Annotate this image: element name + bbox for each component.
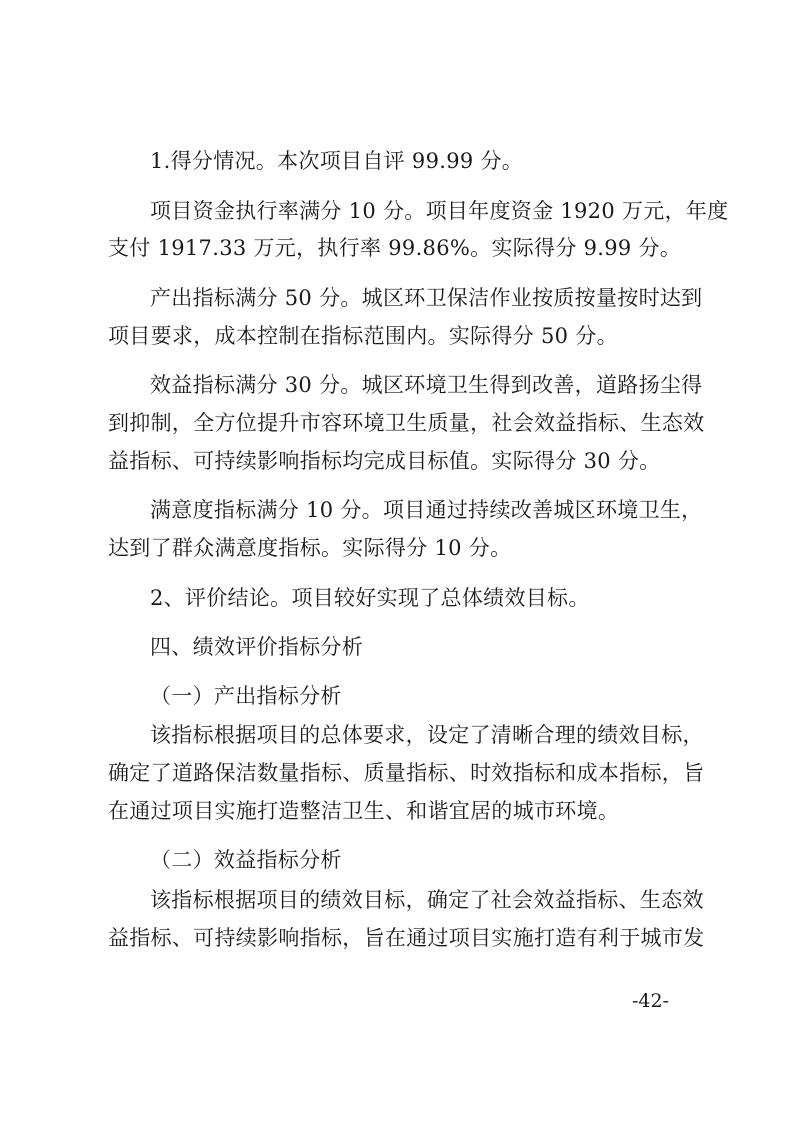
- benefit-analysis-line-1: 该指标根据项目的绩效目标，确定了社会效益指标、生态效: [150, 888, 704, 912]
- output-indicator-line-2: 项目要求，成本控制在指标范围内。实际得分 50 分。: [108, 324, 618, 348]
- satisfaction-indicator-line-1: 满意度指标满分 10 分。项目通过持续改善城区环境卫生，: [150, 498, 703, 522]
- evaluation-conclusion-line: 2、评价结论。项目较好实现了总体绩效目标。: [150, 586, 590, 610]
- output-analysis-line-3: 在通过项目实施打造整洁卫生、和谐宜居的城市环境。: [108, 799, 620, 823]
- score-summary-line: 1.得分情况。本次项目自评 99.99 分。: [150, 149, 524, 173]
- fund-execution-line-2: 支付 1917.33 万元，执行率 99.86%。实际得分 9.99 分。: [108, 236, 682, 260]
- satisfaction-indicator-line-2: 达到了群众满意度指标。实际得分 10 分。: [108, 536, 512, 560]
- benefit-analysis-line-2: 益指标、可持续影响指标，旨在通过项目实施打造有利于城市发: [108, 926, 705, 950]
- benefit-indicator-line-3: 益指标、可持续影响指标均完成目标值。实际得分 30 分。: [108, 449, 661, 473]
- benefit-indicator-line-1: 效益指标满分 30 分。城区环境卫生得到改善，道路扬尘得: [150, 373, 703, 397]
- output-analysis-line-2: 确定了道路保洁数量指标、质量指标、时效指标和成本指标，旨: [108, 761, 705, 785]
- page-number: -42-: [632, 990, 670, 1012]
- fund-execution-line-1: 项目资金执行率满分 10 分。项目年度资金 1920 万元，年度: [150, 199, 729, 223]
- subsection-heading-benefit: （二）效益指标分析: [150, 848, 342, 872]
- output-analysis-line-1: 该指标根据项目的总体要求，设定了清晰合理的绩效目标，: [150, 723, 704, 747]
- subsection-heading-output: （一）产出指标分析: [150, 684, 342, 708]
- output-indicator-line-1: 产出指标满分 50 分。城区环卫保洁作业按质按量按时达到: [150, 286, 703, 310]
- benefit-indicator-line-2: 到抑制，全方位提升市容环境卫生质量，社会效益指标、生态效: [108, 411, 705, 435]
- section-heading-analysis: 四、绩效评价指标分析: [150, 635, 363, 659]
